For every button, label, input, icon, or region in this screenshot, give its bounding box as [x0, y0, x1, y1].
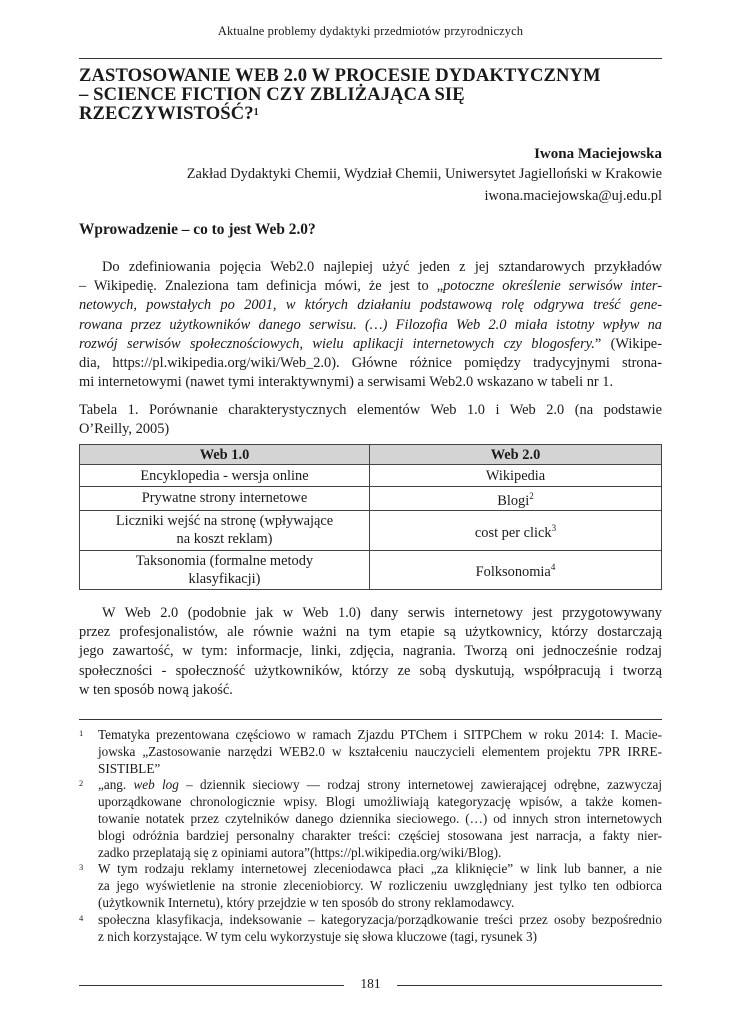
para2-line: przez profesjonalistów, ale równie ważni na tym etapie są użytkownicy, którzy dostarczają: [79, 624, 662, 641]
footnote-3: [79, 861, 662, 911]
cell-text: na koszt reklam): [176, 531, 273, 548]
para1-text: ” (Wikipe-: [594, 335, 662, 352]
footnote-text: – dziennik sieciowy — rodzaj strony internetowej zawierającej odrębne, zazwyczaj: [178, 777, 662, 793]
para1-text: – Wikipedię. Znaleziona tam definicja mówi, że jest to „: [79, 278, 444, 295]
article-title: [79, 66, 662, 123]
table-cell-web1: Encyklopedia - wersja online: [80, 465, 370, 487]
footnote-number: 3: [79, 862, 84, 873]
running-head: Aktualne problemy dydaktyki przedmiotów przyrodniczych: [217, 24, 524, 38]
footnote-line: blogi odróżnia bardziej personalny charakter treści: częściej stosowana jest narracja, a fakty nier-: [98, 827, 662, 843]
para1-line: mi internetowymi (nawet tymi interaktywnymi) a serwisami Web2.0 wskazano w tabeli nr 1.: [79, 374, 614, 391]
footnote-line: społeczna klasyfikacja, indeksowanie – kategoryzacja/porządkowanie treści przez osoby bezpośrednio: [98, 911, 662, 927]
footnote-line: uporządkowane chronologicznie wpisy. Blogi umożliwiają kategoryzację wpisów, a także komen-: [98, 794, 662, 810]
footnote-line: z nich korzystające. W tym celu wykorzystuje się słowa kluczowe (tagi, rysunek 3): [98, 928, 537, 944]
footnotes: [79, 727, 662, 945]
title-line-2: – SCIENCE FICTION CZY ZBLIŻAJĄCA SIĘ: [79, 84, 465, 105]
body-paragraph: [79, 604, 662, 700]
footnote-line: Tematyka prezentowana częściowo w ramach Zjazdu PTChem i SITPChem w roku 2014: I. Macie-: [98, 727, 662, 742]
author-name: Iwona Maciejowska: [534, 146, 662, 162]
footer-rule-right: [397, 985, 662, 986]
table-cell-web2: [370, 510, 662, 550]
footnote-mark[interactable]: 4: [550, 562, 556, 573]
footnote-line: (użytkownik Internetu), który przejdzie w ten sposób do strony reklamodawcy.: [98, 894, 515, 910]
footnote-line: jowska „Zastosowanie narzędzi WEB2.0 w kształceniu nauczycieli elementem projektu 7PR IRRE-: [98, 743, 662, 759]
page-number: 181: [360, 976, 381, 991]
footnote-number: 4: [79, 912, 84, 923]
footnote-number: 1: [79, 728, 84, 738]
table-cell-web2: [370, 550, 662, 589]
footnote-rule: [79, 719, 662, 720]
para1-line: [79, 296, 662, 315]
title-line-1: ZASTOSOWANIE WEB 2.0 W PROCESIE DYDAKTYCZNYM: [79, 65, 601, 86]
footnote-number: 2: [79, 778, 84, 789]
para1-line: [79, 316, 662, 335]
para1-line: [79, 277, 662, 296]
table-cell-web2: Wikipedia: [370, 465, 662, 487]
table-cell-web2: [370, 487, 662, 511]
caption-line: Tabela 1. Porównanie charakterystycznych elementów Web 1.0 i Web 2.0 (na podstawie: [79, 402, 662, 418]
table-row: [80, 465, 662, 487]
footnote-2: [79, 777, 662, 861]
comparison-table: [79, 444, 662, 590]
para1-quote: rozwój serwisów społecznościowych, wielu aplikacji internetowych czy blogosfery.: [79, 335, 595, 352]
para1-line: [79, 335, 662, 354]
footnote-line: zadko przeplatają się z opiniami autora”(https://pl.wikipedia.org/wiki/Blog).: [98, 844, 502, 860]
title-line-3: RZECZYWISTOŚĆ?: [79, 103, 254, 124]
table-cell-web1: [80, 510, 370, 550]
para2-line: jego zawartość, w tym: informacje, linki, zdjęcia, nagrania. Tworzą oni jednocześnie rodzaj: [79, 643, 662, 660]
para2-line: społeczności - społeczność użytkowników, którzy ze sobą dyskutują, współpracują i tworzą: [79, 662, 662, 679]
table-row: [80, 510, 662, 550]
table-caption: [79, 401, 662, 439]
table-header-row: [80, 445, 662, 465]
table-row: [80, 487, 662, 511]
para1-line: Do zdefiniowania pojęcia Web2.0 najlepiej użyć jeden z jej sztandarowych przykładów: [102, 259, 662, 275]
table-header-web1: Web 1.0: [80, 445, 370, 465]
header-rule: [79, 58, 662, 59]
para2-line: W Web 2.0 (podobnie jak w Web 1.0) dany serwis internetowy jest przygotowywany: [102, 605, 662, 621]
cell-text: Folksonomia: [475, 564, 551, 581]
footnote-line: SISTIBLE”: [98, 760, 161, 776]
footnote-text: „ang.: [98, 777, 134, 793]
footnote-1: [79, 727, 662, 777]
cell-text: Taksonomia (formalne metody: [135, 552, 314, 569]
table-header-web2: Web 2.0: [370, 445, 662, 465]
table-cell-web1: [80, 550, 370, 589]
para1-line: dia, https://pl.wikipedia.org/wiki/Web_2.0). Główne różnice pomiędzy tradycyjnymi strona-: [79, 355, 662, 372]
cell-text: Blogi: [497, 492, 530, 509]
para1-quote: potoczne określenie serwisów inter-: [443, 278, 662, 295]
footnote-line: za jego wyświetlenie na stronie zleceniobiorcy. W rozliczeniu uwzględniany jest tylko ten odbiorca: [98, 878, 662, 894]
footnote-4: [79, 912, 662, 946]
cell-text: Liczniki wejść na stronę (wpływające: [115, 513, 334, 530]
para2-line: w ten sposób nową jakość.: [79, 681, 233, 698]
footnote-line: towanie notatek przez czytelników danego dziennika sieciowego. (…) od innych stron internetowych: [98, 810, 662, 826]
intro-paragraph: [79, 258, 662, 392]
cell-text: klasyfikacji): [188, 570, 261, 587]
table-cell-web1: Prywatne strony internetowe: [80, 487, 370, 511]
footnote-line: [98, 777, 662, 794]
table-row: [80, 550, 662, 589]
author-email[interactable]: iwona.maciejowska@uj.edu.pl: [484, 188, 662, 204]
cell-text: cost per click: [474, 524, 552, 541]
footer-rule-left: [79, 985, 344, 986]
footnote-line: W tym rodzaju reklamy internetowej zleceniodawca płaci „za kliknięcie” w link lub banner, a nie: [98, 861, 662, 877]
section-heading: Wprowadzenie – co to jest Web 2.0?: [79, 221, 316, 238]
footnote-mark[interactable]: 3: [551, 522, 557, 533]
footnote-term: web log: [133, 777, 179, 793]
title-footnote-mark[interactable]: 1: [253, 107, 259, 118]
footnote-mark[interactable]: 2: [529, 491, 534, 501]
para1-quote: netowych, powstałych po 2001, w których działaniu podstawową rolę odgrywa treść gene-: [79, 297, 662, 314]
caption-line: O’Reilly, 2005): [79, 421, 170, 437]
author-affiliation: Zakład Dydaktyki Chemii, Wydział Chemii, Uniwersytet Jagielloński w Krakowie: [186, 166, 662, 182]
para1-quote: rowana przez użytkowników danego serwisu. (…) Filozofia Web 2.0 miała istotny wpływ na: [79, 316, 662, 333]
